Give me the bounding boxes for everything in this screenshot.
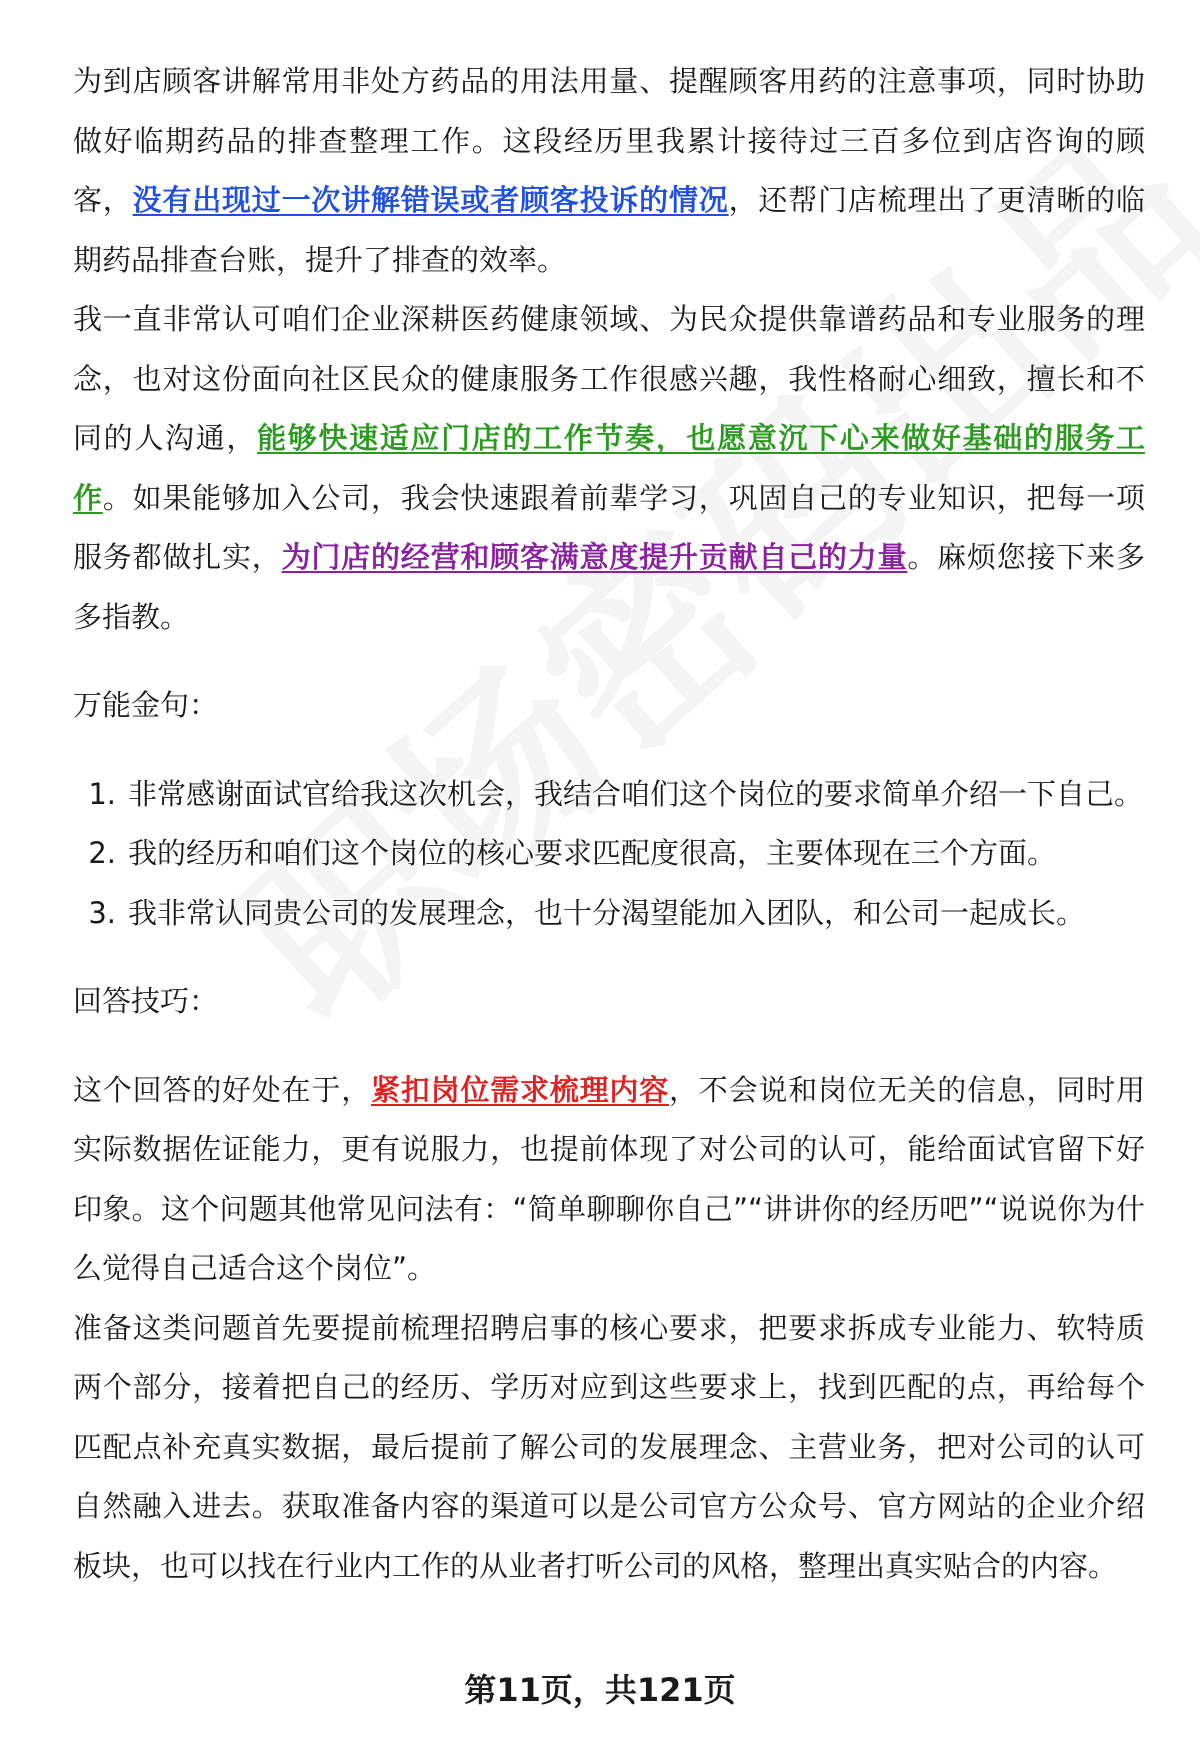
list-item [73,824,1145,884]
list-text: 我非常认同贵公司的发展理念，也十分渴望能加入团队，和公司一起成长。 [128,895,1086,930]
intro-text: 。如果能够加入公司，我会快速跟着前辈学习，巩固自己的专业知识，把每一项服务都做扎实， [73,480,1145,574]
list-number: 2. [88,836,116,870]
tips-paragraph-2: 准备这类问题首先要提前梳理招聘启事的核心要求，把要求拆成专业能力、软特质两个部分，接着把自己的经历、学历对应到这些要求上，找到匹配的点，再给每个匹配点补充真实数据，最后提前了解公司的发展理念、主营业务，把对公司的认可自然融入进去。获取准备内容的渠道可以是公司官方公众号、官方网站的企业介绍板块，也可以找在行业内工作的从业者打听公司的风格，整理出真实贴合的内容。 [73,1310,1145,1583]
list-number: 3. [88,895,116,930]
tips-text: 这个回答的好处在于， [73,1072,371,1107]
list-number: 1. [88,776,116,811]
tips-paragraph-1 [73,1061,1145,1299]
golden-sentences-heading: 万能金句： [73,688,219,722]
highlight-purple: 为门店的经营和顾客满意度提升贡献自己的力量 [281,540,908,574]
page-number: 第11页，共121页 [464,1671,736,1709]
answer-tips-heading: 回答技巧： [73,984,219,1018]
list-text: 非常感谢面试官给我这次机会，我结合咱们这个岗位的要求简单介绍一下自己。 [128,776,1144,811]
intro-text: 。麻烦您接下来多多指教。 [73,540,1145,634]
highlight-blue: 没有出现过一次讲解错误或者顾客投诉的情况 [132,183,729,217]
intro-text: ，还帮门店梳理出了更清晰的临期药品排查台账，提升了排查的效率。 [73,183,1145,277]
intro-text: 为到店顾客讲解常用非处方药品的用法用量、提醒顾客用药的注意事项，同时协助做好临期药品的排查整理工作。这段经历里我累计接待过三百多位到店咨询的顾客， [73,64,1145,217]
highlight-red: 紧扣岗位需求梳理内容 [371,1072,669,1107]
highlight-green: 能够快速适应门店的工作节奏，也愿意沉下心来做好基础的服务工作 [73,421,1145,515]
intro-paragraph-2 [73,290,1145,647]
list-item [73,884,1145,944]
intro-text: 我一直非常认可咱们企业深耕医药健康领域、为民众提供靠谱药品和专业服务的理念，也对这份面向社区民众的健康服务工作很感兴趣，我性格耐心细致，擅长和不同的人沟通， [73,302,1145,455]
list-text: 我的经历和咱们这个岗位的核心要求匹配度很高，主要体现在三个方面。 [128,836,1057,870]
list-item [73,765,1145,825]
document-page [73,52,1145,1596]
golden-sentences-list [73,765,1145,944]
tips-text: ，不会说和岗位无关的信息，同时用实际数据佐证能力，更有说服力，也提前体现了对公司的认可，能给面试官留下好印象。这个问题其他常见问法有：“简单聊聊你自己”“讲讲你的经历吧”“说说你为什么觉得自己适合这个岗位”。 [73,1072,1145,1285]
intro-paragraph-1 [73,52,1145,290]
